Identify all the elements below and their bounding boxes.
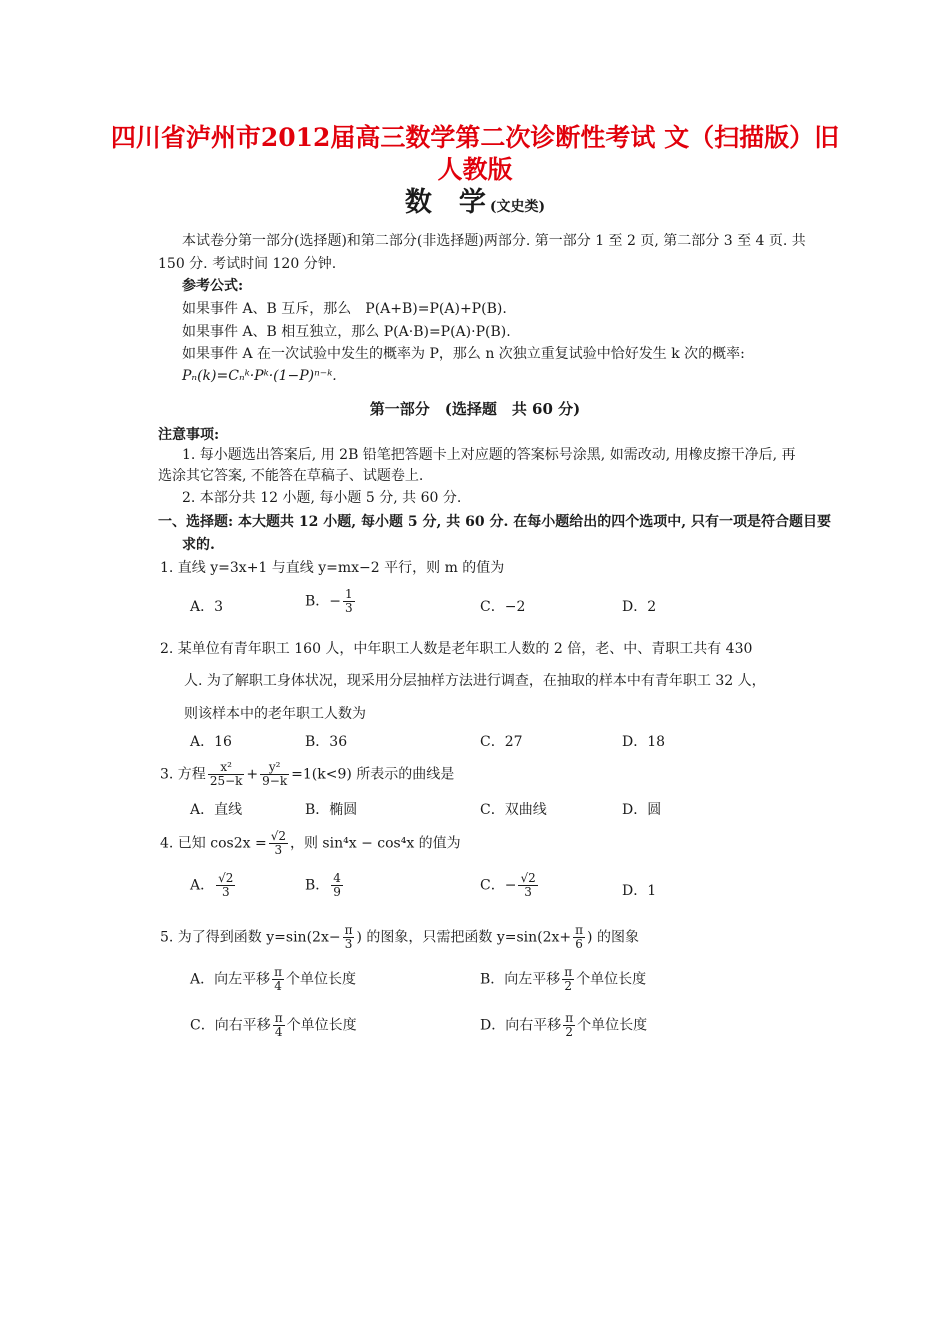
notice-2: 2. 本部分共 12 小题, 每小题 5 分, 共 60 分. <box>182 490 462 506</box>
subject-title: 数 学 <box>404 187 486 218</box>
q5-stem <box>160 924 639 951</box>
q5-d-num: π <box>565 1011 574 1025</box>
notice-1a: 1. 每小题选出答案后, 用 2B 铅笔把答题卡上对应题的答案标号涂黑, 如需改动, 用橡皮擦干净后, 再 <box>182 447 796 463</box>
q4-num: √2 <box>270 829 286 843</box>
q3-option-b: B．椭圆 <box>305 802 358 818</box>
q2-option-d: D．18 <box>622 734 666 750</box>
q5-fraction-2 <box>573 924 585 951</box>
q4-a-den: 3 <box>221 885 230 899</box>
q1-b-num: 1 <box>345 587 353 601</box>
q4-a-prefix: A． <box>190 877 215 894</box>
q4-option-c <box>480 872 540 899</box>
q5-d-suffix: 个单位长度 <box>577 1017 648 1034</box>
q4-option-a <box>190 872 237 899</box>
q3-num-1: x² <box>208 761 245 775</box>
q4-b-prefix: B． <box>305 877 330 894</box>
q2-stem-2: 人. 为了解职工身体状况，现采用分层抽样方法进行调查，在抽取的样本中有青年职工 32 人， <box>184 673 766 689</box>
q5-b-den: 2 <box>564 979 573 993</box>
q2-stem-1: 2. 某单位有青年职工 160 人，中年职工人数是老年职工人数的 2 倍，老、中、青职工共有 430 <box>160 641 753 657</box>
title-line-2: 人教版 <box>437 155 513 184</box>
q2-option-c: C．27 <box>480 734 523 750</box>
q5-d-fraction <box>563 1012 575 1039</box>
q5-suffix: ) 的图象 <box>587 929 639 946</box>
notice-heading: 注意事项: <box>158 427 220 443</box>
q4-stem <box>160 830 461 857</box>
section-title: 第一部分 (选择题 共 60 分) <box>369 400 581 418</box>
q5-b-num: π <box>564 965 573 979</box>
q4-a-fraction <box>216 872 235 899</box>
q5-a-fraction <box>272 966 284 993</box>
q5-option-b <box>480 966 646 993</box>
q3-num-2: y² <box>260 761 289 775</box>
q1-b-den: 3 <box>345 601 353 615</box>
intro-line-1: 本试卷分第一部分(选择题)和第二部分(非选择题)两部分. 第一部分 1 至 2 页, 第二部分 3 至 4 页. 共 <box>182 233 806 249</box>
q4-c-num: √2 <box>520 871 536 885</box>
q4-option-d: D．1 <box>622 883 657 899</box>
q4-a-num: √2 <box>218 871 234 885</box>
q5-den-2: 6 <box>575 937 583 951</box>
q5-a-suffix: 个单位长度 <box>286 971 357 988</box>
q5-b-suffix: 个单位长度 <box>576 971 647 988</box>
q4-den: 3 <box>274 843 283 857</box>
q5-c-fraction <box>273 1012 285 1039</box>
formula-2: 如果事件 A、B 相互独立，那么 P(A·B)=P(A)·P(B). <box>182 324 511 340</box>
q5-c-prefix: C．向右平移 <box>190 1017 271 1034</box>
q5-c-num: π <box>274 1011 283 1025</box>
q4-b-num: 4 <box>333 871 341 885</box>
formula-4: Pₙ(k)=Cₙᵏ·Pᵏ·(1−P)ⁿ⁻ᵏ. <box>182 368 337 384</box>
q3-suffix: =1(k<9) 所表示的曲线是 <box>291 766 455 783</box>
q5-middle: ) 的图象，只需把函数 y=sin(2x+ <box>356 929 572 946</box>
formula-1: 如果事件 A、B 互斥，那么 P(A+B)=P(A)+P(B). <box>182 301 507 317</box>
formula-heading: 参考公式: <box>182 278 244 294</box>
q5-d-prefix: D．向右平移 <box>480 1017 562 1034</box>
part1-heading-b: 求的. <box>182 537 215 553</box>
q3-fraction-1 <box>208 761 245 788</box>
q3-fraction-2 <box>260 761 289 788</box>
q5-option-a <box>190 966 356 993</box>
q4-fraction <box>269 830 288 857</box>
q5-prefix: 5. 为了得到函数 y=sin(2x− <box>160 929 341 946</box>
q1-stem: 1. 直线 y=3x+1 与直线 y=mx−2 平行，则 m 的值为 <box>160 560 505 576</box>
intro-line-2: 150 分. 考试时间 120 分钟. <box>158 256 337 272</box>
q4-option-b <box>305 872 345 899</box>
title-line-1: 四川省泸州市2012届高三数学第二次诊断性考试 文（扫描版）旧 <box>110 123 840 152</box>
q4-c-den: 3 <box>524 885 532 899</box>
subject-heading <box>0 180 950 219</box>
notice-1b: 选涂其它答案, 不能答在草稿子、试题卷上. <box>158 468 424 484</box>
q5-option-d <box>480 1012 647 1039</box>
q4-b-fraction <box>331 872 343 899</box>
q4-c-prefix: C．− <box>480 877 517 894</box>
q1-option-b-prefix: B．− <box>305 593 342 610</box>
q1-option-d: D．2 <box>622 599 657 615</box>
q4-suffix: ，则 sin⁴x − cos⁴x 的值为 <box>289 835 461 852</box>
formula-3: 如果事件 A 在一次试验中发生的概率为 P，那么 n 次独立重复试验中恰好发生 k 次的概率: <box>182 346 745 362</box>
q3-den-2: 9−k <box>262 774 288 788</box>
q1-option-c: C．−2 <box>480 599 526 615</box>
q1-option-b <box>305 588 357 615</box>
q5-a-num: π <box>274 965 283 979</box>
q5-a-prefix: A．向左平移 <box>190 971 271 988</box>
q5-a-den: 4 <box>274 979 282 993</box>
q4-prefix: 4. 已知 cos2x = <box>160 835 267 852</box>
q5-num-2: π <box>575 923 584 937</box>
subject-subtitle: (文史类) <box>489 199 546 215</box>
q2-option-b: B．36 <box>305 734 348 750</box>
q3-option-d: D．圆 <box>622 802 662 818</box>
q3-option-c: C．双曲线 <box>480 802 547 818</box>
q5-num-1: π <box>344 923 353 937</box>
q1-option-b-fraction <box>343 588 355 615</box>
q2-option-a: A．16 <box>190 734 232 750</box>
q4-b-den: 9 <box>333 885 341 899</box>
q4-c-fraction <box>518 872 537 899</box>
q1-option-a: A．3 <box>190 599 224 615</box>
q5-b-prefix: B．向左平移 <box>480 971 561 988</box>
q3-option-a: A．直线 <box>190 802 243 818</box>
q5-fraction-1 <box>343 924 355 951</box>
q5-c-den: 4 <box>274 1025 283 1039</box>
document-title <box>0 122 950 186</box>
q5-d-den: 2 <box>565 1025 573 1039</box>
q3-prefix: 3. 方程 <box>160 766 206 783</box>
q5-option-c <box>190 1012 357 1039</box>
q5-c-suffix: 个单位长度 <box>286 1017 357 1034</box>
q5-b-fraction <box>562 966 574 993</box>
q3-plus: + <box>246 766 259 783</box>
q3-stem <box>160 761 454 788</box>
part1-heading-a: 一、选择题: 本大题共 12 小题, 每小题 5 分, 共 60 分. 在每小题给出的四个选项中, 只有一项是符合题目要 <box>158 514 831 530</box>
q3-den-1: 25−k <box>209 774 243 788</box>
q5-den-1: 3 <box>344 937 353 951</box>
q2-stem-3: 则该样本中的老年职工人数为 <box>184 706 366 722</box>
